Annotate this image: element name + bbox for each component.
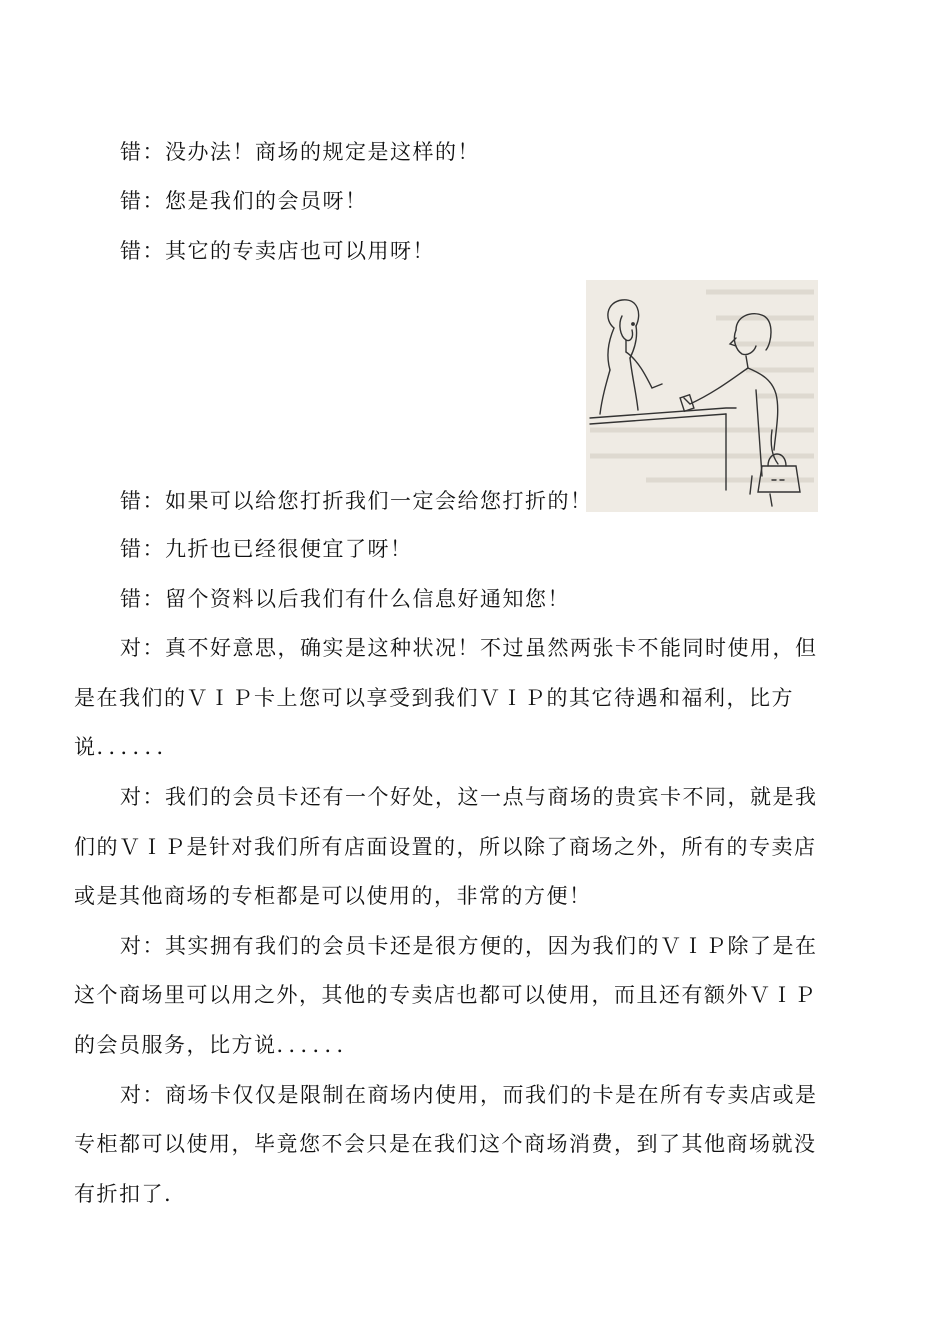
right-paragraph-3-line-2: 这个商场里可以用之外，其他的专卖店也都可以使用，而且还有额外ＶＩＰ [74,983,817,1007]
right-paragraph-4-line-3: 有折扣了. [74,1182,173,1206]
wrong-line-3: 错：其它的专卖店也可以用呀！ [120,239,435,263]
wrong-line-6: 错：留个资料以后我们有什么信息好通知您！ [120,587,570,611]
right-paragraph-1-line-2: 是在我们的ＶＩＰ卡上您可以享受到我们ＶＩＰ的其它待遇和福利，比方 [74,686,794,710]
right-paragraph-2-line-3: 或是其他商场的专柜都是可以使用的，非常的方便！ [74,884,592,908]
wrong-line-2: 错：您是我们的会员呀！ [120,189,368,213]
wrong-line-5: 错：九折也已经很便宜了呀！ [120,537,413,561]
wrong-line-4: 错：如果可以给您打折我们一定会给您打折的！ [120,489,593,513]
wrong-line-1: 错：没办法！商场的规定是这样的！ [120,140,480,164]
right-paragraph-3-line-3: 的会员服务，比方说．．．．．． [74,1033,359,1057]
right-paragraph-2-line-2: 们的ＶＩＰ是针对我们所有店面设置的，所以除了商场之外，所有的专卖店 [74,835,817,859]
right-paragraph-1-line-1: 对：真不好意思，确实是这种状况！不过虽然两张卡不能同时使用，但 [120,636,818,660]
right-paragraph-4-line-1: 对：商场卡仅仅是限制在商场内使用，而我们的卡是在所有专卖店或是 [120,1083,818,1107]
right-paragraph-1-line-3: 说．．．．．． [74,735,179,759]
right-paragraph-2-line-1: 对：我们的会员卡还有一个好处，这一点与商场的贵宾卡不同，就是我 [120,785,818,809]
right-paragraph-4-line-2: 专柜都可以使用，毕竟您不会只是在我们这个商场消费，到了其他商场就没 [74,1132,817,1156]
shopping-counter-illustration [586,280,818,512]
right-paragraph-3-line-1: 对：其实拥有我们的会员卡还是很方便的，因为我们的ＶＩＰ除了是在 [120,934,818,958]
